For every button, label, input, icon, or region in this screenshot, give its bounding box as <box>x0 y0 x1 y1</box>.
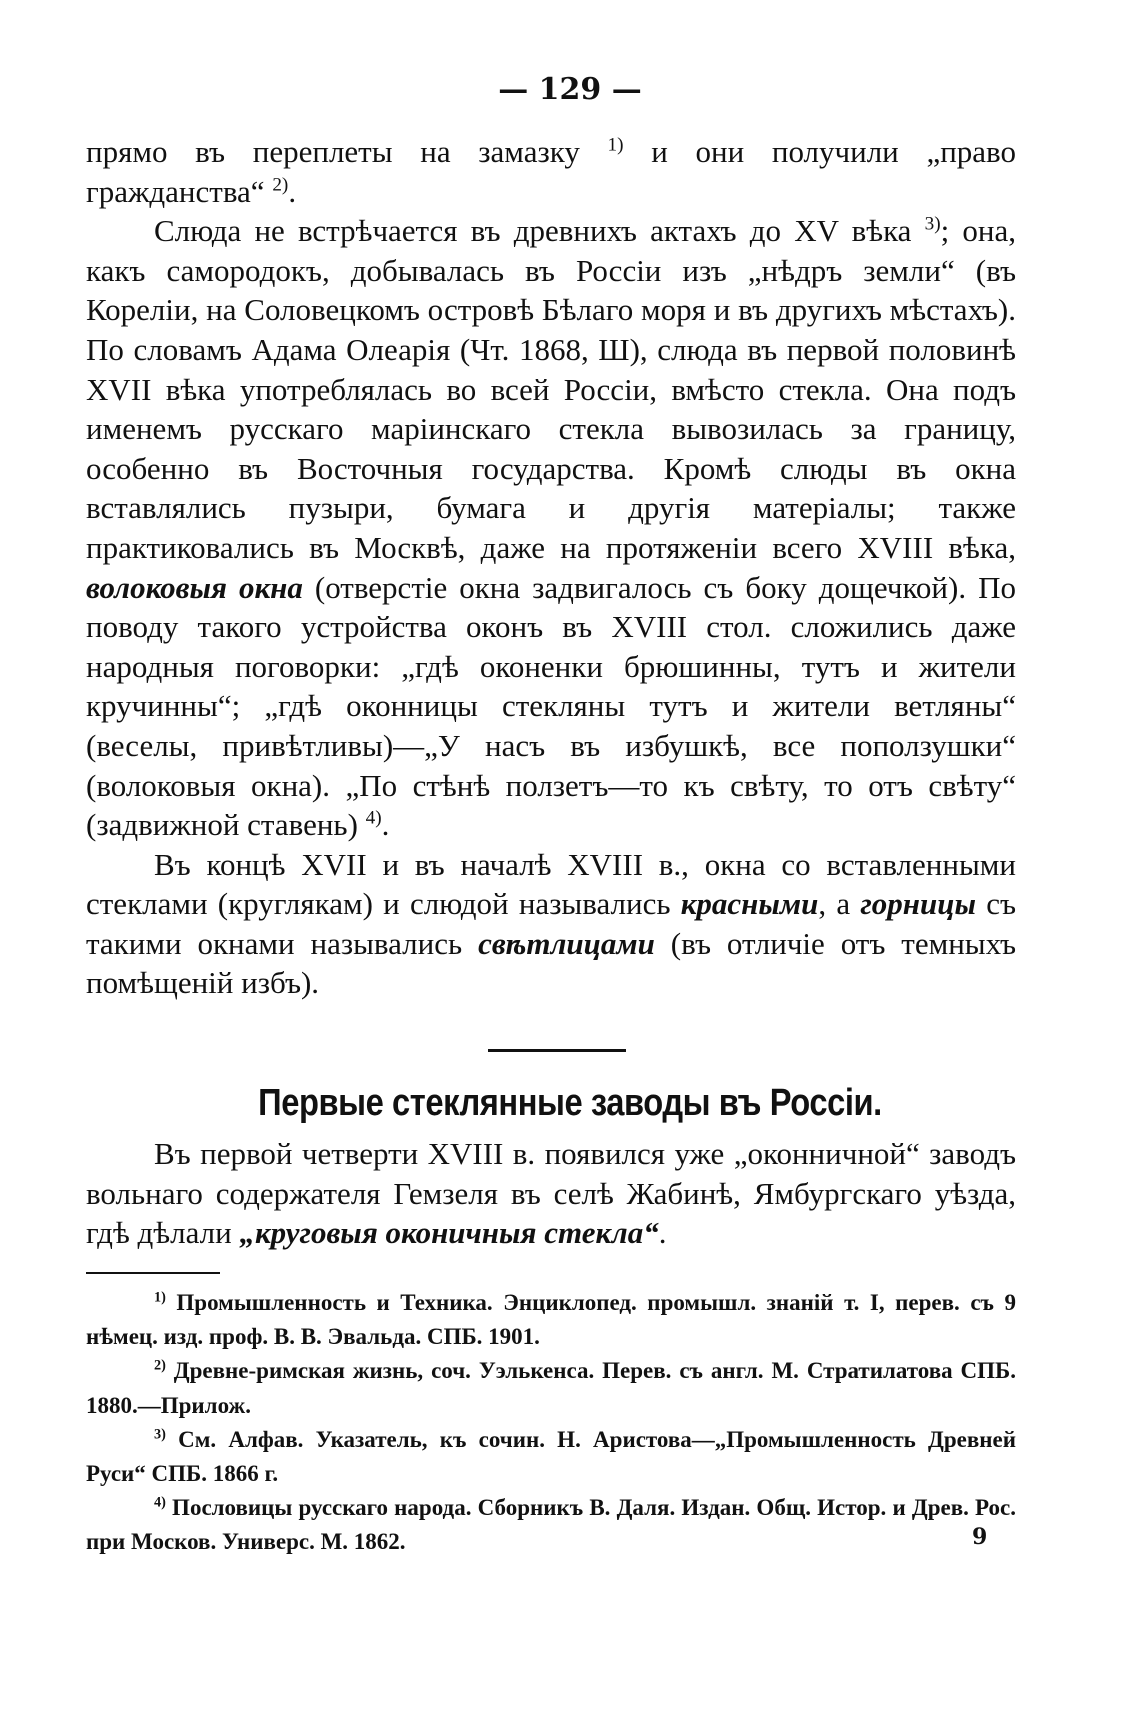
footnote-3: $^{3)}$ См. Алфав. Указатель, къ сочин. Н. Аристова—„Промышленность Древней Руси“ СПБ. 1866 г. <box>86 1426 1016 1487</box>
footnote-ref-4[interactable]: 4) <box>365 807 382 829</box>
section-paragraph: Въ первой четверти XVIII в. появился уже „оконничной“ заводъ вольнаго содержателя Гемзеля въ селѣ Жабинѣ, Ямбургскаго уѣзда, гдѣ дѣлали „круговыя оконичныя стекла“. <box>86 1136 1016 1251</box>
footnote-ref-2[interactable]: 2) <box>272 174 289 196</box>
footnote-mark: 2) <box>154 1357 166 1374</box>
footnote-mark: 1) <box>154 1289 166 1306</box>
section-text <box>86 1134 1016 1253</box>
footnote-ref-1[interactable]: 1) <box>607 134 624 156</box>
paragraph-1: прямо въ переплеты на замазку $^{1)}$ и они получили „право гражданства“ $^{2)}$. <box>86 134 1016 209</box>
footnotes <box>86 1286 1016 1560</box>
italic-term: „круговыя оконичныя стекла“ <box>239 1215 659 1251</box>
footnote-4: $^{4)}$ Пословицы русскаго народа. Сборникъ В. Даля. Издан. Общ. Истор. и Древ. Рос. при Москов. Универс. М. 1862. <box>86 1494 1016 1555</box>
footnote-ref-3[interactable]: 3) <box>924 213 941 235</box>
footnote-mark: 3) <box>154 1426 166 1443</box>
signature-mark: 9 <box>972 1524 988 1550</box>
section-divider <box>488 1049 626 1052</box>
paragraph-3: Въ концѣ XVII и въ началѣ XVIII в., окна со вставленными стеклами (круглякам) и слюдой назывались красными, а горницы съ такими окнами назывались свѣтлицами (въ отличіе отъ темныхъ помѣщеній избъ). <box>86 846 1016 1001</box>
footnote-divider <box>86 1272 220 1274</box>
paragraph-2: Слюда не встрѣчается въ древнихъ актахъ до XV вѣка $^{3)}$; она, какъ самородокъ, добывалась въ Россіи изъ „нѣдръ земли“ (въ Кореліи, на Соловецкомъ островѣ Бѣлаго моря и въ другихъ мѣстахъ). По словамъ Адама Олеарія (Чт. 1868, Ш), слюда въ первой половинѣ XVII вѣка употреблялась во всей Россіи, вмѣсто стекла. Она подъ именемъ русскаго маріинскаго стекла вывозилась за границу, особенно въ Восточныя государства. Кромѣ слюды въ окна вставлялись пузыри, бумага и другія матеріалы; также практиковались въ Москвѣ, даже на протяженіи всего XVIII вѣка, волоковыя окна (отверстіе окна задвигалось съ боку дощечкой). По поводу такого устройства оконъ въ XVIII стол. сложились даже народныя поговорки: „гдѣ оконенки брюшинны, тутъ и жители кручинны“; „гдѣ оконницы стекляны тутъ и жители ветляны“ (веселы, привѣтливы)—„У насъ въ избушкѣ, все поползушки“ (волоковыя окна). „По стѣнѣ ползетъ—то къ свѣту, то отъ свѣту“ (задвижной ставень) $^{4)}$. <box>86 213 1017 843</box>
italic-term: свѣтлицами <box>478 925 655 961</box>
section-heading: Первые стеклянные заводы въ Россіи. <box>258 1082 882 1124</box>
italic-term: красными <box>680 886 819 922</box>
italic-term: горницы <box>860 886 976 922</box>
footnote-2: $^{2)}$ Древне-римская жизнь, соч. Уэлькенса. Перев. съ англ. М. Стратилатова СПБ. 1880.—Прилож. <box>86 1357 1016 1418</box>
main-text <box>86 132 1016 1003</box>
footnote-1: $^{1)}$ Промышленность и Техника. Энциклопед. промышл. знаній т. I, перев. съ 9 нѣмец. изд. проф. В. В. Эвальда. СПБ. 1901. <box>86 1289 1016 1350</box>
italic-term: волоковыя окна <box>86 569 303 605</box>
footnote-mark: 4) <box>154 1494 166 1511</box>
page-number: — 129 — <box>498 72 642 107</box>
